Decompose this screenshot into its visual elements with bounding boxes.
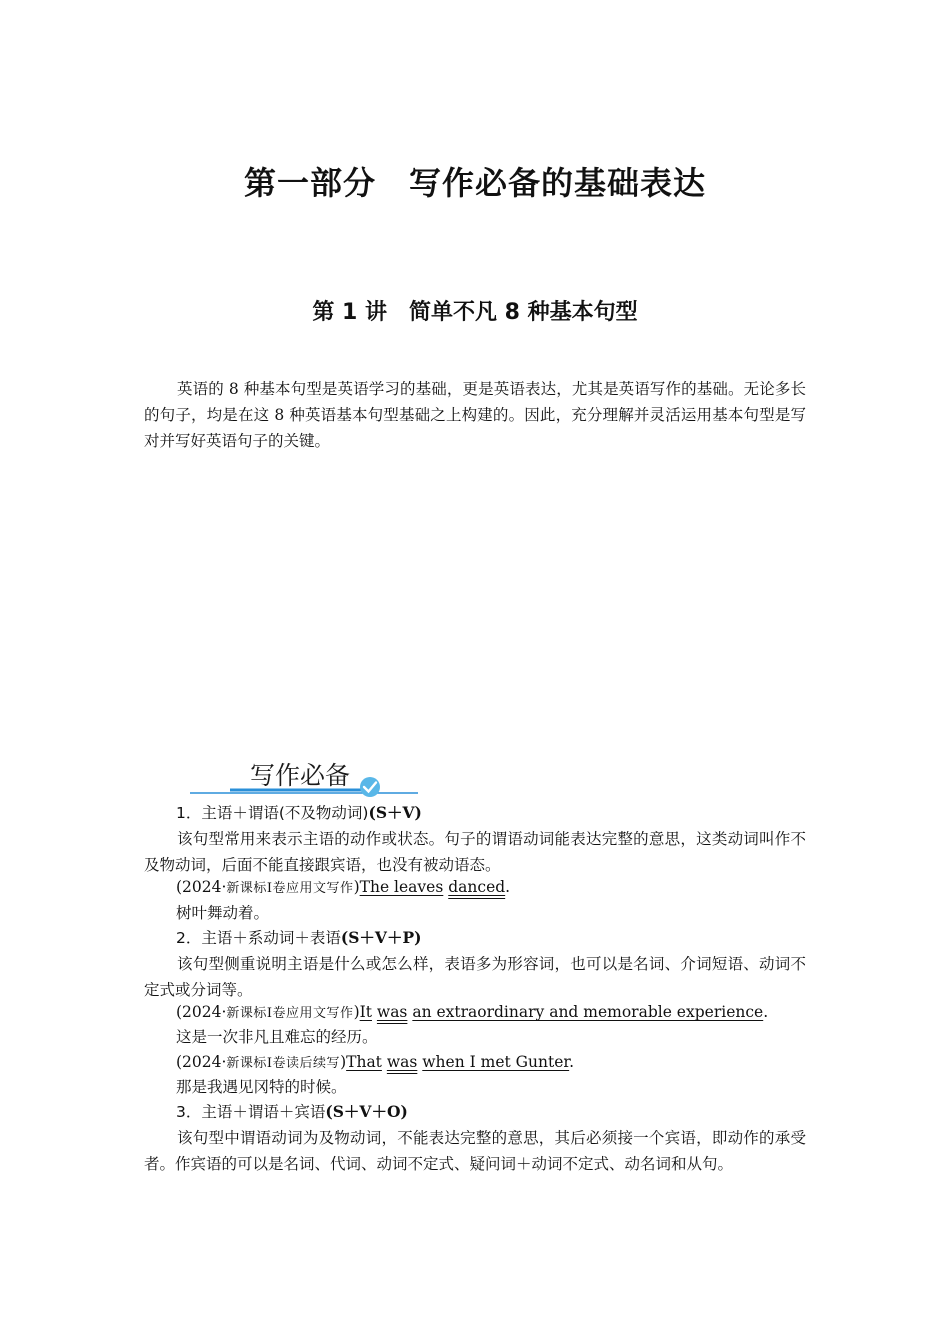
s2-example-1 bbox=[176, 1000, 768, 1026]
s1-heading bbox=[176, 801, 422, 825]
lesson-title: 第 1 讲 简单不凡 8 种基本句型 bbox=[312, 300, 638, 325]
s2-ex1-source: 新课标Ⅰ卷应用文写作 bbox=[226, 1006, 354, 1021]
intro-paragraph: 英语的 8 种基本句型是英语学习的基础，更是英语表达，尤其是英语写作的基础。无论多长的句子，均是在这 8 种英语基本句型基础之上构建的。因此，充分理解并灵活运用基本句型是写对并写好英语句子的关键。 bbox=[144, 380, 806, 450]
s2-pattern: (S＋V＋P) bbox=[340, 928, 422, 947]
s2-description: 该句型侧重说明主语是什么或怎么样，表语多为形容词，也可以是名词、介词短语、动词不定式或分词等。 bbox=[144, 955, 806, 999]
check-icon bbox=[360, 777, 380, 797]
s2-example-1-translation: 这是一次非凡且难忘的经历。 bbox=[176, 1028, 378, 1046]
section-banner bbox=[190, 756, 420, 802]
s2-ex2-end: . bbox=[569, 1053, 575, 1071]
s1-pattern: (S＋V) bbox=[368, 803, 422, 822]
s1-example-translation: 树叶舞动着。 bbox=[176, 904, 270, 922]
s1-ex-subject: The leaves bbox=[359, 878, 444, 896]
s2-ex1-verb: was bbox=[376, 1003, 408, 1021]
s2-ex2-year: (2024· bbox=[176, 1053, 227, 1071]
s1-ex-end: . bbox=[505, 878, 511, 896]
s1-number: 1． bbox=[176, 804, 202, 822]
s2-ex1-subject: It bbox=[359, 1003, 372, 1021]
s3-pattern: (S＋V＋O) bbox=[325, 1102, 408, 1121]
s1-ex-verb: danced bbox=[448, 878, 506, 896]
s3-description: 该句型中谓语动词为及物动词，不能表达完整的意思，其后必须接一个宾语，即动作的承受者。作宾语的可以是名词、代词、动词不定式、疑问词＋动词不定式、动名词和从句。 bbox=[144, 1129, 806, 1173]
s1-description: 该句型常用来表示主语的动作或状态。句子的谓语动词能表达完整的意思，这类动词叫作不及物动词，后面不能直接跟宾语，也没有被动语态。 bbox=[144, 830, 806, 874]
s1-ex-paren: ) bbox=[353, 878, 360, 896]
s2-heading-text: 主语＋系动词＋表语 bbox=[201, 929, 341, 947]
s2-ex1-end: . bbox=[763, 1003, 769, 1021]
s2-ex1-year: (2024· bbox=[176, 1003, 227, 1021]
s2-number: 2． bbox=[176, 929, 202, 947]
s3-heading bbox=[176, 1100, 408, 1124]
s1-heading-text: 主语＋谓语(不及物动词) bbox=[201, 804, 369, 822]
banner-label: 写作必备 bbox=[250, 761, 351, 790]
s3-heading-text: 主语＋谓语＋宾语 bbox=[201, 1103, 326, 1121]
part-title: 第一部分 写作必备的基础表达 bbox=[243, 164, 706, 202]
s1-ex-source: 新课标Ⅰ卷应用文写作 bbox=[226, 881, 354, 896]
s2-ex2-predicative: when I met Gunter bbox=[422, 1053, 570, 1071]
s1-example bbox=[176, 875, 510, 901]
s2-example-2 bbox=[176, 1050, 574, 1076]
s2-ex1-predicative: an extraordinary and memorable experience bbox=[412, 1003, 764, 1021]
s2-ex2-subject: That bbox=[346, 1053, 382, 1071]
s2-ex2-source: 新课标Ⅰ卷读后续写 bbox=[226, 1056, 341, 1071]
s3-number: 3． bbox=[176, 1103, 202, 1121]
s2-ex2-paren: ) bbox=[340, 1053, 347, 1071]
s2-example-2-translation: 那是我遇见冈特的时候。 bbox=[176, 1078, 347, 1096]
s1-ex-year: (2024· bbox=[176, 878, 227, 896]
s2-ex2-verb: was bbox=[386, 1053, 418, 1071]
s2-ex1-paren: ) bbox=[353, 1003, 360, 1021]
s2-heading bbox=[176, 926, 421, 950]
